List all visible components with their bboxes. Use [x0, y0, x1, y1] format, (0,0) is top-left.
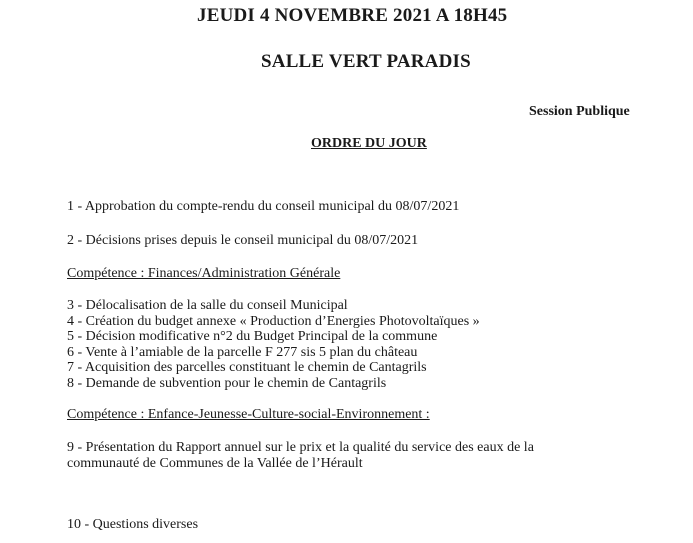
agenda-item-1: 1 - Approbation du compte-rendu du conseil municipal du 08/07/2021 [67, 199, 460, 214]
agenda-item-10: 10 - Questions diverses [67, 517, 199, 532]
finances-item-list [67, 298, 480, 391]
meeting-date-heading: JEUDI 4 NOVEMBRE 2021 A 18H45 [197, 5, 508, 26]
section-heading-finances: Compétence : Finances/Administration Générale [67, 266, 341, 281]
session-type: Session Publique [529, 104, 630, 119]
agenda-item-5: 5 - Décision modificative n°2 du Budget Principal de la commune [67, 329, 438, 344]
agenda-item-2: 2 - Décisions prises depuis le conseil municipal du 08/07/2021 [67, 233, 419, 248]
agenda-item-8: 8 - Demande de subvention pour le chemin de Cantagrils [67, 375, 387, 391]
agenda-item-7: 7 - Acquisition des parcelles constituant le chemin de Cantagrils [67, 360, 427, 375]
agenda-item-9-line-1: 9 - Présentation du Rapport annuel sur le prix et la qualité du service des eaux de la [67, 440, 534, 455]
agenda-item-6: 6 - Vente à l’amiable de la parcelle F 277 sis 5 plan du château [67, 344, 418, 360]
agenda-title: ORDRE DU JOUR [311, 136, 427, 151]
agenda-item-3: 3 - Délocalisation de la salle du conseil Municipal [67, 298, 348, 313]
agenda-item-9-line-2: communauté de Communes de la Vallée de l’Hérault [67, 455, 363, 471]
section-heading-enfance: Compétence : Enfance-Jeunesse-Culture-social-Environnement : [67, 407, 430, 422]
agenda-item-9 [67, 440, 534, 471]
agenda-item-4: 4 - Création du budget annexe « Production d’Energies Photovoltaïques » [67, 313, 480, 329]
venue-heading: SALLE VERT PARADIS [261, 51, 471, 72]
